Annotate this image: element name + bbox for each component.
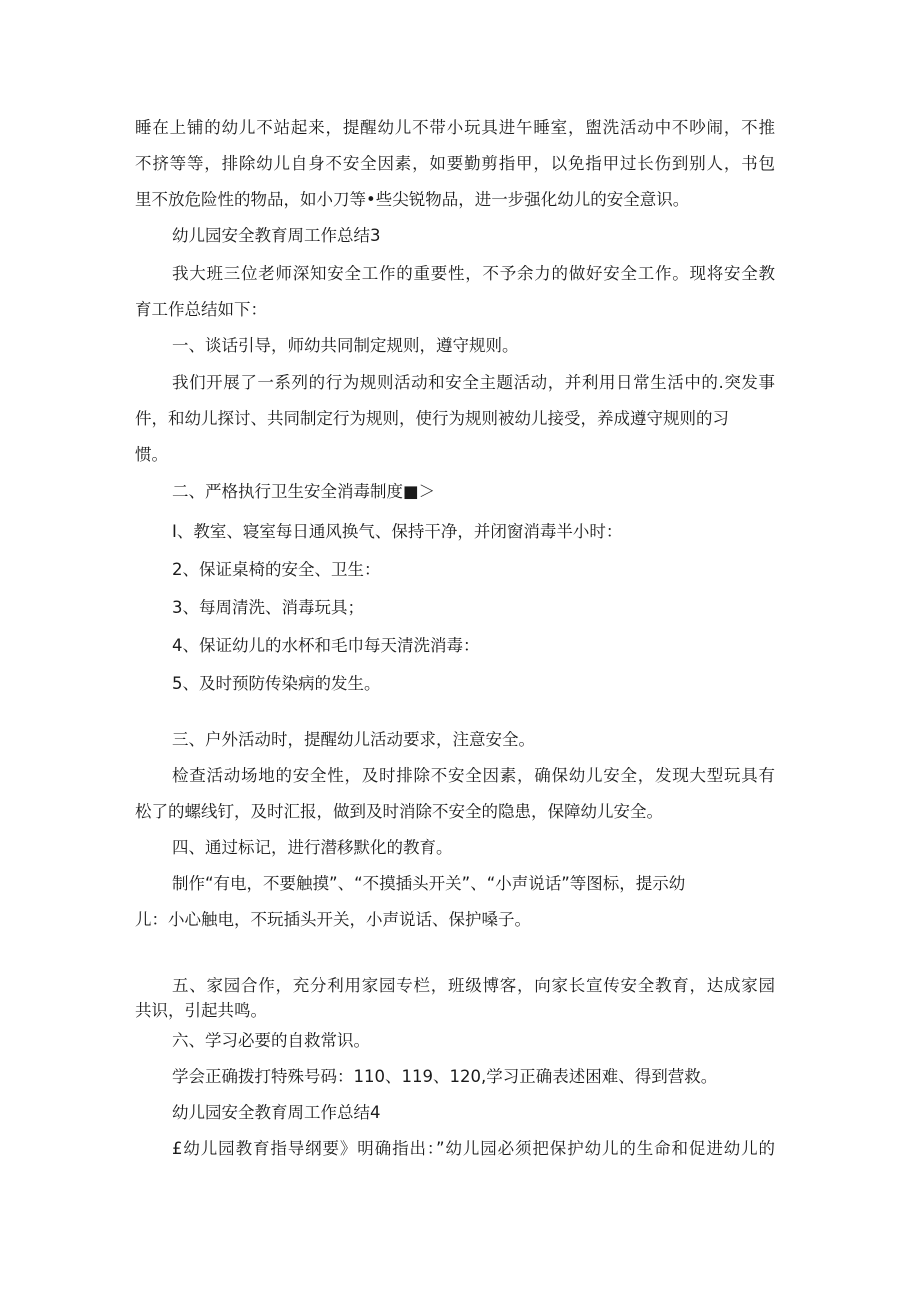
text-line: 五、家园合作，充分利用家园专栏，班级博客，向家长宣传安全教育，达成家园 (172, 976, 775, 995)
text-line: 松了的螺线钉，及时汇报，做到及时消除不安全的隐患，保障幼儿安全。 (135, 802, 663, 821)
text-line: 四、通过标记，进行潜移默化的教育。 (172, 838, 453, 857)
text-line: 惯。 (135, 445, 168, 464)
text-line: 二、严格执行卫生安全消毒制度■＞ (172, 482, 436, 501)
text-line: 3、每周清洗、消毒玩具； (172, 598, 364, 617)
text-line: 我们开展了一系列的行为规则活动和安全主题活动，并利用日常生活中的.突发事 (172, 373, 775, 392)
text-line: 2、保证桌椅的安全、卫生： (172, 560, 381, 579)
text-line: I、教室、寝室每日通风换气、保持干净，并闭窗消毒半小时： (172, 522, 623, 541)
text-line: 育工作总结如下： (135, 300, 267, 319)
text-line: 5、及时预防传染病的发生。 (172, 674, 381, 693)
text-line: 共识，引起共鸣。 (135, 1001, 267, 1020)
text-line: 4、保证幼儿的水杯和毛巾每天清洗消毒： (172, 636, 480, 655)
text-line: 幼儿园安全教育周工作总结4 (172, 1103, 381, 1122)
text-line: 我大班三位老师深知安全工作的重要性，不予余力的做好安全工作。现将安全教 (172, 264, 775, 283)
text-line: 件，和幼儿探讨、共同制定行为规则，使行为规则被幼儿接受，养成遵守规则的习 (135, 409, 729, 428)
text-line: 不挤等等，排除幼儿自身不安全因素，如要勤剪指甲，以免指甲过长伤到别人，书包 (135, 154, 775, 173)
text-line: 一、谈话引导，师幼共同制定规则，遵守规则。 (172, 336, 519, 355)
text-line: 三、户外活动时，提醒幼儿活动要求，注意安全。 (172, 730, 535, 749)
text-line: 幼儿园安全教育周工作总结3 (172, 226, 381, 245)
text-line: 六、学习必要的自救常识。 (172, 1031, 370, 1050)
text-line: £幼儿园教育指导纲要》明确指出：”幼儿园必须把保护幼儿的生命和促进幼儿的 (172, 1139, 775, 1158)
text-line: 检查活动场地的安全性，及时排除不安全因素，确保幼儿安全，发现大型玩具有 (172, 766, 775, 785)
text-line: 制作“有电，不要触摸”、“不摸插头开关”、“小声说话”等图标，提示幼 (172, 874, 686, 893)
text-line: 学会正确拨打特殊号码：110、119、120,学习正确表述困难、得到营救。 (172, 1067, 718, 1086)
text-line: 里不放危险性的物品，如小刀等•些尖锐物品，进一步强化幼儿的安全意识。 (135, 190, 690, 209)
text-line: 睡在上铺的幼儿不站起来，提醒幼儿不带小玩具进午睡室，盥洗活动中不吵闹，不推 (135, 118, 775, 137)
text-line: 儿：小心触电，不玩插头开关，小声说话、保护嗓子。 (135, 910, 531, 929)
